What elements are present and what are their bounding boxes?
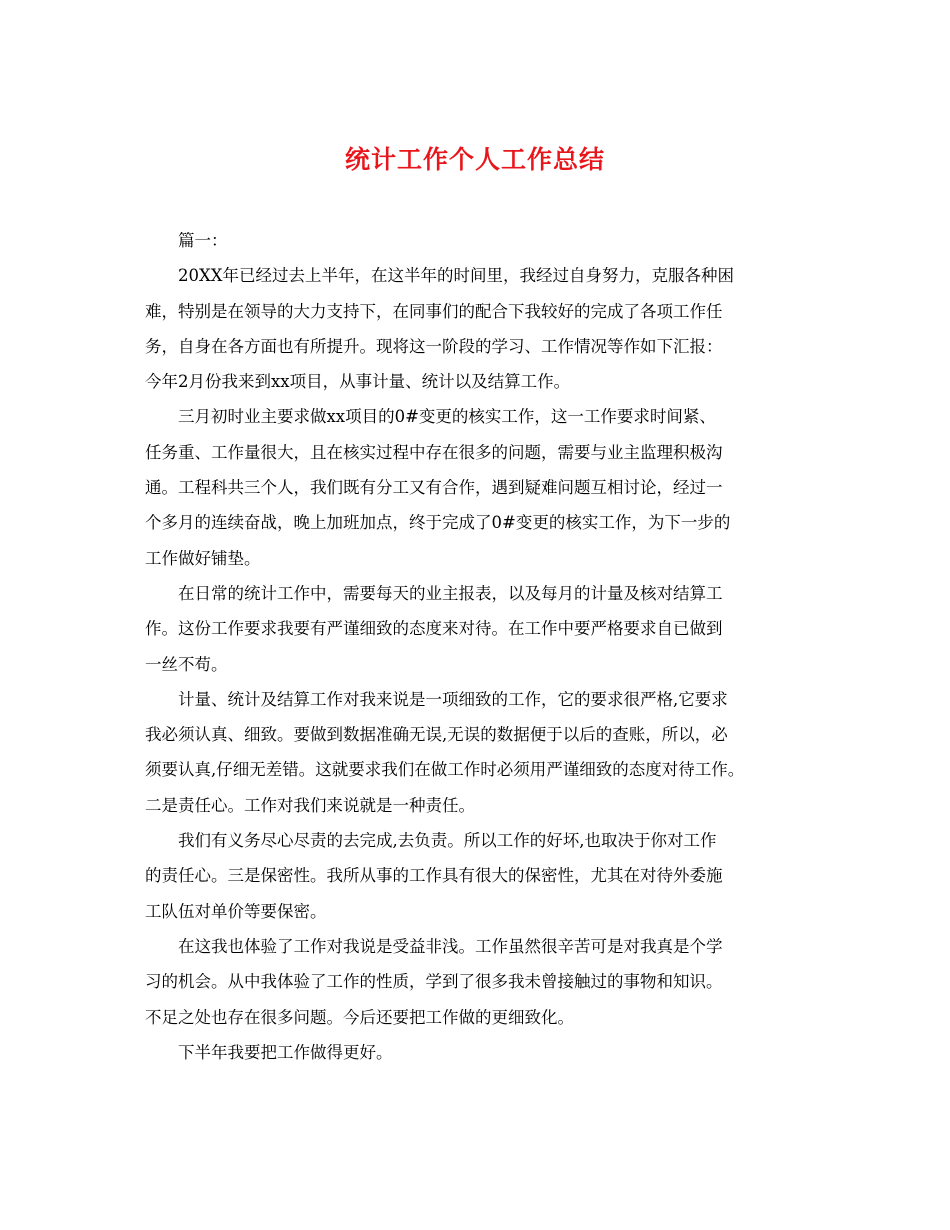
paragraph-line: 计量、统计及结算工作对我来说是一项细致的工作，它的要求很严格,它要求 bbox=[178, 689, 728, 709]
paragraph-line: 任务重、工作量很大，且在核实过程中存在很多的问题，需要与业主监理积极沟 bbox=[145, 442, 723, 462]
paragraph-line: 工作做好铺垫。 bbox=[145, 548, 261, 568]
paragraph-line: 须要认真,仔细无差错。这就要求我们在做工作时必须用严谨细致的态度对待工作。 bbox=[145, 760, 745, 780]
paragraph bbox=[145, 823, 813, 929]
paragraph-line: 一丝不苟。 bbox=[145, 654, 228, 674]
paragraph-line: 今年2月份我来到xx项目，从事计量、统计以及结算工作。 bbox=[145, 372, 571, 392]
paragraph-line: 在日常的统计工作中，需要每天的业主报表，以及每月的计量及核对结算工 bbox=[178, 583, 723, 603]
paragraph bbox=[145, 576, 813, 682]
paragraph-line: 作。这份工作要求我要有严谨细致的态度来对待。在工作中要严格要求自已做到 bbox=[145, 619, 723, 639]
paragraph-line: 务，自身在各方面也有所提升。现将这一阶段的学习、工作情况等作如下汇报： bbox=[145, 336, 723, 356]
paragraph-line: 不足之处也存在很多问题。今后还要把工作做的更细致化。 bbox=[145, 1007, 574, 1027]
paragraph-line: 我必须认真、细致。要做到数据准确无误,无误的数据便于以后的查账，所以，必 bbox=[145, 725, 728, 745]
paragraph-line: 三月初时业主要求做xx项目的0#变更的核实工作，这一工作要求时间紧、 bbox=[178, 407, 716, 427]
paragraph bbox=[145, 682, 813, 823]
paragraph-line: 20XX年已经过去上半年，在这半年的时间里，我经过自身努力，克服各种困 bbox=[178, 266, 734, 286]
paragraph-line: 二是责任心。工作对我们来说就是一种责任。 bbox=[145, 795, 475, 815]
paragraph bbox=[145, 258, 813, 399]
paragraph-line: 我们有义务尽心尽责的去完成,去负责。所以工作的好坏,也取决于你对工作 bbox=[178, 831, 717, 851]
paragraph bbox=[145, 223, 813, 258]
paragraph bbox=[145, 1035, 813, 1070]
paragraph-line: 下半年我要把工作做得更好。 bbox=[178, 1042, 393, 1062]
paragraph-line: 习的机会。从中我体验了工作的性质，学到了很多我未曾接触过的事物和知识。 bbox=[145, 972, 723, 992]
paragraph-line: 篇一： bbox=[178, 231, 228, 250]
paragraph-line: 在这我也体验了工作对我说是受益非浅。工作虽然很辛苦可是对我真是个学 bbox=[178, 936, 723, 956]
page-title: 统计工作个人工作总结 bbox=[344, 145, 605, 174]
paragraph-line: 通。工程科共三个人，我们既有分工又有合作，遇到疑难问题互相讨论，经过一 bbox=[145, 478, 723, 498]
paragraph-line: 个多月的连续奋战，晚上加班加点，终于完成了0#变更的核实工作，为下一步的 bbox=[145, 513, 731, 533]
paragraph bbox=[145, 399, 813, 575]
paragraph bbox=[145, 929, 813, 1035]
paragraph-line: 工队伍对单价等要保密。 bbox=[145, 901, 327, 921]
paragraph-line: 难，特别是在领导的大力支持下，在同事们的配合下我较好的完成了各项工作任 bbox=[145, 301, 723, 321]
paragraph-line: 的责任心。三是保密性。我所从事的工作具有很大的保密性，尤其在对待外委施 bbox=[145, 866, 723, 886]
document-body bbox=[145, 223, 813, 1070]
